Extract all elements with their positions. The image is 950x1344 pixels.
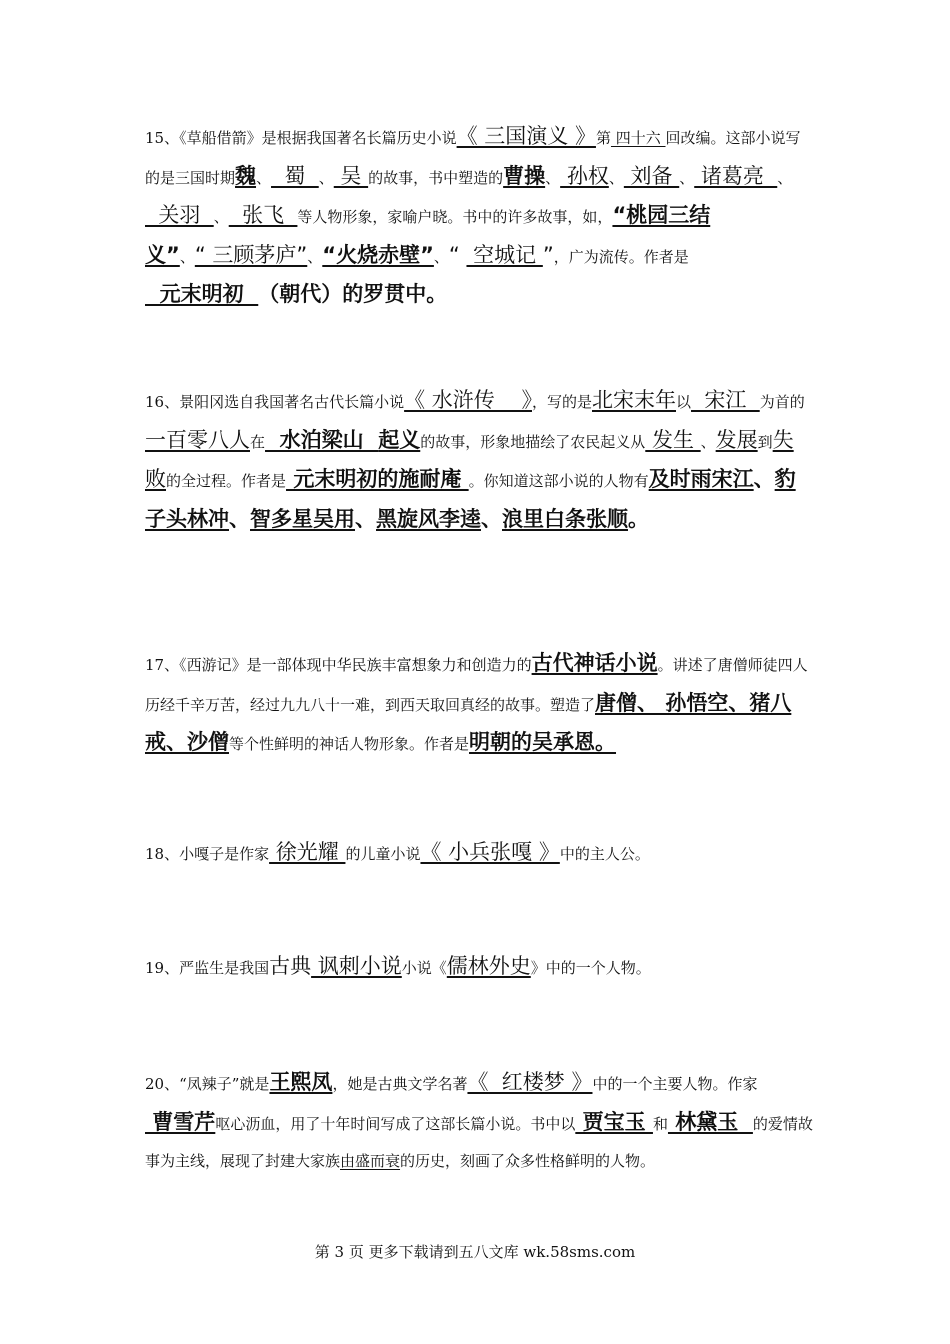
- answer: 唐僧、 孙悟空、猪八戒、沙僧: [145, 690, 792, 754]
- answer: 讽刺小说: [311, 954, 402, 978]
- question-text: 。: [628, 506, 649, 531]
- question-text: 的历史，刻画了众多性格鲜明的人物。: [400, 1152, 656, 1170]
- question-text: 到: [757, 432, 773, 451]
- question-text: 小说《: [401, 959, 447, 977]
- answer: 古代神话小说: [531, 651, 658, 675]
- answer: 北宋末年: [592, 388, 676, 412]
- question-text: 第: [595, 129, 611, 147]
- question-text: 中的一个主要人物。作家: [592, 1075, 758, 1093]
- page-footer: 第 3 页 更多下载请到五八文库 wk.58sms.com: [314, 1243, 636, 1261]
- answer: ”: [542, 242, 554, 267]
- answer: 林黛玉: [667, 1109, 753, 1134]
- answer: 水泊梁山: [265, 427, 379, 452]
- question-15: [145, 118, 813, 316]
- answer: “: [448, 242, 467, 267]
- question-text: 、: [318, 168, 334, 187]
- question-text: 、: [433, 247, 449, 266]
- question-text: 、: [213, 208, 229, 226]
- question-17: [145, 645, 813, 764]
- question-text: 的爱情故事为主线，展现了封建大家族: [145, 1114, 813, 1170]
- answer: 《 小兵张嘎 》: [420, 840, 560, 864]
- question-text: 的全过程。作者是: [166, 472, 287, 490]
- question-text: 15、《草船借箭》是根据我国著名长篇历史小说: [145, 129, 457, 147]
- question-text: 中的主人公。: [559, 845, 650, 863]
- answer: 智多星吴用: [250, 506, 355, 531]
- answer: “ 三顾茅庐”: [194, 242, 308, 267]
- answer: 吴: [333, 163, 369, 188]
- answer: 起义: [378, 427, 421, 452]
- question-text: 、: [355, 506, 376, 531]
- answer: 及时雨宋江: [648, 467, 754, 491]
- question-text: 等人物形象，家喻户晓。书中的许多故事，如，: [297, 208, 613, 226]
- answer: 黑旋风李逵: [376, 506, 481, 531]
- question-text: 、: [179, 247, 195, 266]
- question-text: 19、严监生是我国: [145, 959, 270, 977]
- answer: 元末明初: [145, 282, 259, 306]
- question-text: ，广为流传。作者是: [553, 247, 689, 266]
- question-19: [145, 948, 813, 988]
- answer: “桃园三结义”: [145, 203, 711, 267]
- question-text: 回改编。这部小说写的是三国时期: [145, 129, 801, 187]
- question-20: [145, 1064, 813, 1181]
- question-text: 的故事，书中塑造的: [368, 168, 504, 187]
- question-text: 。讲述了唐僧师徒四人历经千辛万苦，经过九九八十一难，到西天取回真经的故事。塑造了: [145, 656, 808, 714]
- question-text: 以: [676, 393, 692, 411]
- question-text: 20、“凤辣子”就是: [145, 1075, 270, 1093]
- question-text: 的故事，形象地描绘了农民起义从: [420, 432, 646, 451]
- question-text: 18、小嘎子是作家: [145, 845, 270, 863]
- answer: 蜀: [271, 163, 319, 188]
- answer: 失败: [145, 427, 794, 491]
- question-text: 在: [250, 432, 266, 451]
- question-text: ，写的是: [531, 393, 592, 411]
- question-text: 的儿童小说: [345, 845, 421, 863]
- answer: 空城记: [466, 242, 543, 267]
- question-text: 等个性鲜明的神话人物形象。作者是: [229, 735, 470, 753]
- answer: 浪里白条张顺: [502, 506, 628, 531]
- answer: “火烧赤壁”: [322, 242, 434, 267]
- question-text: 、: [700, 432, 716, 451]
- answer: 贾宝玉: [575, 1109, 653, 1134]
- answer: 发生: [645, 427, 701, 452]
- question-16: [145, 382, 813, 540]
- answer: 诸葛亮: [694, 163, 778, 188]
- answer: 王熙凤: [269, 1070, 333, 1094]
- question-text: 、: [608, 168, 624, 187]
- question-text: 、: [753, 467, 775, 491]
- question-text: ，她是古典文学名著: [332, 1075, 468, 1093]
- question-text: 》中的一个人物。: [530, 959, 651, 977]
- question-text: 、: [307, 247, 323, 266]
- answer: 元末明初的施耐庵: [286, 467, 469, 491]
- answer: 关羽: [145, 203, 214, 227]
- answer: 儒林外史: [446, 954, 531, 978]
- answer: 一百零八人: [145, 427, 250, 452]
- answer: 四十六: [610, 129, 666, 147]
- question-text: 。你知道这部小说的人物有: [468, 472, 649, 490]
- question-text: 和: [652, 1114, 668, 1133]
- question-text: 、: [256, 168, 272, 187]
- answer: 《 三国演义 》: [456, 124, 596, 148]
- question-text: 、: [229, 506, 250, 531]
- answer: 宋江: [691, 388, 760, 412]
- answer: 曹雪芹: [145, 1109, 216, 1134]
- question-text: 、: [545, 168, 561, 187]
- question-text: 为首的: [759, 393, 805, 411]
- answer: 《 水浒传 》: [404, 388, 532, 412]
- answer: 发展: [715, 427, 758, 452]
- question-text: 、: [777, 168, 793, 187]
- question-18: [145, 834, 813, 874]
- question-text: 16、景阳冈选自我国著名古代长篇小说: [145, 393, 405, 411]
- answer: 古典: [269, 954, 312, 978]
- answer: 魏: [235, 163, 257, 188]
- answer: 张飞: [228, 203, 298, 227]
- answer: 孙权: [560, 163, 609, 188]
- question-text: 、: [481, 506, 502, 531]
- question-text: 、: [679, 168, 695, 187]
- answer: 豹子头林冲: [145, 467, 796, 531]
- answer: 明朝的吴承恩。: [469, 730, 617, 754]
- question-text: 17、《西游记》是一部体现中华民族丰富想象力和创造力的: [145, 656, 532, 674]
- answer: 徐光耀: [269, 840, 346, 864]
- answer: （朝代）的罗贯中。: [258, 282, 448, 306]
- question-text: 呕心沥血，用了十年时间写成了这部长篇小说。书中以: [215, 1114, 576, 1133]
- answer: 刘备: [623, 163, 680, 188]
- answer: 由盛而衰: [340, 1152, 401, 1170]
- answer: 曹操: [503, 163, 546, 188]
- answer: 《 红楼梦 》: [467, 1070, 593, 1094]
